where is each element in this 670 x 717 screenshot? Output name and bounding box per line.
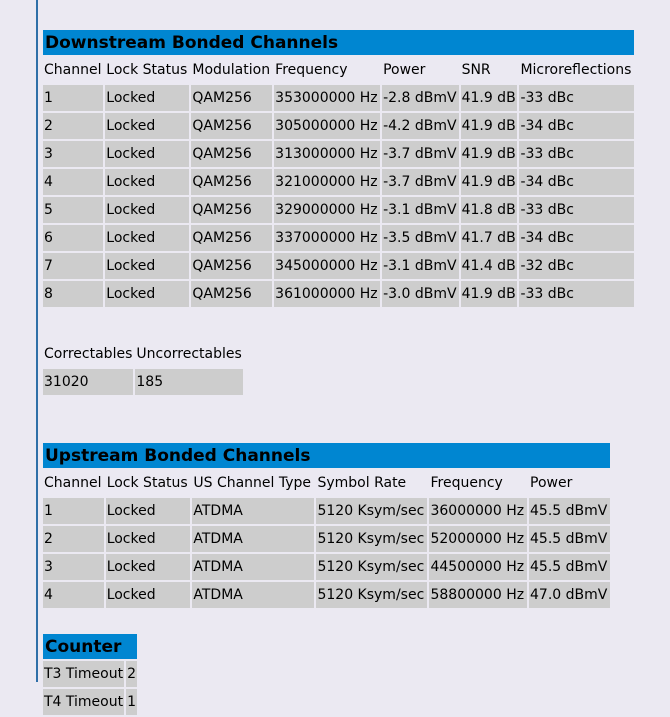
counter-title: Counter [43,634,137,659]
downstream-row [43,253,634,279]
uncorrectables-header: Uncorrectables [136,346,242,362]
uncorrectables-value: 185 [135,369,242,395]
downstream-header-channel: Channel [43,57,103,83]
downstream-header-microreflections: Microreflections [519,57,634,83]
counter-row [43,661,137,687]
downstream-row-cell: 7 [43,253,103,279]
downstream-row-cell: QAM256 [191,281,272,307]
downstream-row-cell: -3.7 dBmV [382,141,459,167]
downstream-row-cell: QAM256 [191,225,272,251]
downstream-row-cell: -33 dBc [519,281,634,307]
downstream-row-cell: 41.7 dB [461,225,518,251]
upstream-title: Upstream Bonded Channels [43,443,610,468]
upstream-row-cell: Locked [106,554,191,580]
downstream-row-cell: -33 dBc [519,85,634,111]
downstream-header-row [43,57,634,83]
upstream-header-lock-status: Lock Status [106,470,191,496]
upstream-row-cell: Locked [106,498,191,524]
codeword-errors-table [41,339,245,397]
downstream-row-cell: 321000000 Hz [274,169,380,195]
downstream-row-cell: 5 [43,197,103,223]
left-border-rule [36,0,38,682]
upstream-row-cell: ATDMA [192,526,314,552]
downstream-row-cell: -34 dBc [519,169,634,195]
counter-table [41,632,139,717]
downstream-row-cell: 353000000 Hz [274,85,380,111]
upstream-row-cell: 4 [43,582,104,608]
upstream-row-cell: 47.0 dBmV [529,582,610,608]
upstream-row [43,498,610,524]
downstream-row-cell: 2 [43,113,103,139]
downstream-header-lock-status: Lock Status [105,57,189,83]
downstream-row-cell: -4.2 dBmV [382,113,459,139]
downstream-row [43,169,634,195]
upstream-row-cell: 36000000 Hz [429,498,527,524]
downstream-row-cell: -34 dBc [519,225,634,251]
downstream-row-cell: -3.1 dBmV [382,197,459,223]
downstream-rows [43,85,634,307]
spacer [41,397,636,441]
downstream-row-cell: 41.9 dB [461,169,518,195]
downstream-row-cell: -33 dBc [519,141,634,167]
downstream-row-cell: QAM256 [191,197,272,223]
upstream-row-cell: 5120 Ksym/sec [316,498,427,524]
upstream-rows [43,498,610,608]
upstream-table [41,441,612,610]
downstream-title: Downstream Bonded Channels [43,30,634,55]
upstream-row [43,554,610,580]
downstream-row-cell: -3.1 dBmV [382,253,459,279]
upstream-header-frequency: Frequency [429,470,527,496]
downstream-row-cell: QAM256 [191,169,272,195]
downstream-row-cell: Locked [105,225,189,251]
counter-row-cell: 1 [126,689,137,715]
upstream-row [43,582,610,608]
counter-row [43,689,137,715]
upstream-row-cell: 45.5 dBmV [529,554,610,580]
upstream-title-row [43,443,610,468]
upstream-header-row [43,470,610,496]
counter-rows [43,661,137,715]
upstream-row-cell: 1 [43,498,104,524]
upstream-row-cell: 2 [43,526,104,552]
upstream-header-channel: Channel [43,470,104,496]
upstream-row-cell: 45.5 dBmV [529,526,610,552]
downstream-row [43,113,634,139]
downstream-row [43,225,634,251]
upstream-row-cell: Locked [106,582,191,608]
downstream-row-cell: -2.8 dBmV [382,85,459,111]
downstream-row-cell: -33 dBc [519,197,634,223]
downstream-row-cell: Locked [105,197,189,223]
downstream-row-cell: 3 [43,141,103,167]
upstream-row-cell: 45.5 dBmV [529,498,610,524]
downstream-header-snr: SNR [461,57,518,83]
downstream-row-cell: 313000000 Hz [274,141,380,167]
downstream-row-cell: QAM256 [191,113,272,139]
downstream-row-cell: 337000000 Hz [274,225,380,251]
upstream-row-cell: 5120 Ksym/sec [316,526,427,552]
downstream-row-cell: Locked [105,85,189,111]
downstream-row-cell: Locked [105,141,189,167]
downstream-row-cell: -32 dBc [519,253,634,279]
downstream-row-cell: 6 [43,225,103,251]
spacer [41,610,636,632]
downstream-row-cell: 41.9 dB [461,281,518,307]
downstream-row-cell: 41.9 dB [461,85,518,111]
downstream-row-cell: Locked [105,281,189,307]
codeword-errors-value-row [43,369,243,395]
counter-title-row [43,634,137,659]
downstream-row-cell: -3.5 dBmV [382,225,459,251]
downstream-row-cell: Locked [105,113,189,139]
downstream-row-cell: 41.4 dB [461,253,518,279]
upstream-header-symbol-rate: Symbol Rate [316,470,427,496]
upstream-row-cell: 58800000 Hz [429,582,527,608]
downstream-row [43,141,634,167]
correctables-value: 31020 [43,369,133,395]
downstream-row-cell: 41.8 dB [461,197,518,223]
upstream-header-power: Power [529,470,610,496]
status-content [41,28,636,717]
downstream-header-modulation: Modulation [191,57,272,83]
codeword-errors-header-row [43,341,243,367]
correctables-header: Correctables [44,346,133,362]
downstream-table [41,28,636,309]
spacer [41,309,636,339]
downstream-row-cell: 361000000 Hz [274,281,380,307]
upstream-row-cell: 5120 Ksym/sec [316,582,427,608]
upstream-row [43,526,610,552]
downstream-row-cell: QAM256 [191,85,272,111]
upstream-row-cell: 3 [43,554,104,580]
downstream-title-row [43,30,634,55]
downstream-row-cell: 345000000 Hz [274,253,380,279]
downstream-header-power: Power [382,57,459,83]
downstream-row [43,85,634,111]
upstream-row-cell: 52000000 Hz [429,526,527,552]
downstream-row-cell: QAM256 [191,141,272,167]
upstream-row-cell: 44500000 Hz [429,554,527,580]
downstream-row-cell: 329000000 Hz [274,197,380,223]
downstream-row-cell: -3.0 dBmV [382,281,459,307]
upstream-row-cell: Locked [106,526,191,552]
downstream-header-frequency: Frequency [274,57,380,83]
downstream-row-cell: 305000000 Hz [274,113,380,139]
counter-row-cell: T4 Timeout [43,689,124,715]
downstream-row-cell: 1 [43,85,103,111]
upstream-header-channel-type: US Channel Type [192,470,314,496]
downstream-row-cell: Locked [105,253,189,279]
upstream-row-cell: ATDMA [192,554,314,580]
upstream-row-cell: ATDMA [192,582,314,608]
downstream-row-cell: -3.7 dBmV [382,169,459,195]
downstream-row-cell: QAM256 [191,253,272,279]
downstream-row-cell: Locked [105,169,189,195]
downstream-row-cell: 41.9 dB [461,113,518,139]
upstream-row-cell: 5120 Ksym/sec [316,554,427,580]
counter-row-cell: T3 Timeout [43,661,124,687]
downstream-row-cell: 8 [43,281,103,307]
upstream-row-cell: ATDMA [192,498,314,524]
downstream-row-cell: 41.9 dB [461,141,518,167]
downstream-row [43,197,634,223]
downstream-row-cell: -34 dBc [519,113,634,139]
downstream-row [43,281,634,307]
downstream-row-cell: 4 [43,169,103,195]
counter-row-cell: 2 [126,661,137,687]
